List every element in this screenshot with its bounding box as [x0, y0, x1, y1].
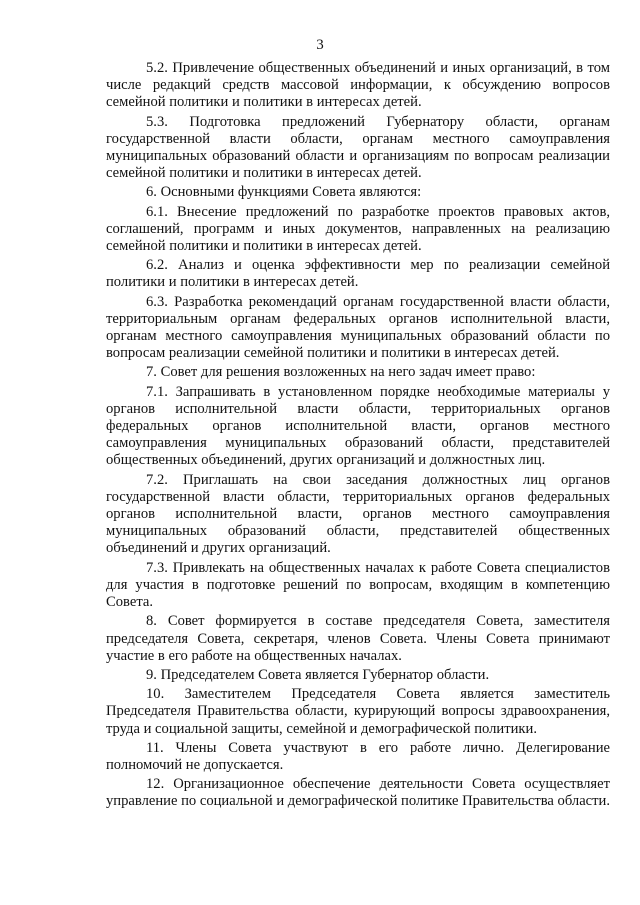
paragraph-7-1: 7.1. Запрашивать в установленном порядке необходимые материалы у органов исполнительной власти области, территориальных органов федеральных органов исполнительной власти, органов местного самоуправления муниципальных образований области, представителей общественных объединений, других организаций и должностных лиц. — [106, 383, 610, 469]
paragraph-5-2: 5.2. Привлечение общественных объединений и иных организаций, в том числе редакций средств массовой информации, к обсуждению вопросов семейной политики и политики в интересах детей. — [106, 60, 610, 111]
paragraph-7-2: 7.2. Приглашать на свои заседания должностных лиц органов государственной власти области, территориальных органов федеральных органов исполнительной власти, органов местного самоуправления муниципальных образований области, представителей общественных объединений и других организаций. — [106, 471, 610, 557]
paragraph-6-2: 6.2. Анализ и оценка эффективности мер по реализации семейной политики и политики в интересах детей. — [106, 257, 610, 291]
paragraph-11: 11. Члены Совета участвуют в его работе лично. Делегирование полномочий не допускается. — [106, 739, 610, 773]
paragraph-6: 6. Основными функциями Совета являются: — [146, 184, 422, 201]
paragraph-10: 10. Заместителем Председателя Совета является заместитель Председателя Правительства области, курирующий вопросы здравоохранения, труда и социальной защиты, семейной и демографической политики. — [106, 686, 610, 737]
paragraph-8: 8. Совет формируется в составе председателя Совета, заместителя председателя Совета, секретаря, членов Совета. Члены Совета принимают участие в его работе на общественных началах. — [106, 613, 610, 664]
paragraph-12: 12. Организационное обеспечение деятельности Совета осуществляет управление по социальной и демографической политике Правительства области. — [106, 776, 610, 810]
paragraph-6-1: 6.1. Внесение предложений по разработке проектов правовых актов, соглашений, программ и иных документов, направленных на реализацию семейной политики и политики в интересах детей. — [106, 203, 610, 255]
page-number: 3 — [316, 37, 324, 53]
paragraph-7-3: 7.3. Привлекать на общественных началах к работе Совета специалистов для участия в подготовке решений по вопросам, входящим в компетенцию Совета. — [106, 559, 610, 611]
paragraph-9: 9. Председателем Совета является Губернатор области. — [146, 666, 490, 683]
document-body — [106, 60, 610, 813]
paragraph-7: 7. Совет для решения возложенных на него задач имеет право: — [146, 364, 536, 381]
paragraph-6-3: 6.3. Разработка рекомендаций органам государственной власти области, территориальным органам федеральных органов исполнительной власти, органам местного самоуправления муниципальных образований области по вопросам реализации семейной политики и политики в интересах детей. — [106, 293, 610, 362]
paragraph-5-3: 5.3. Подготовка предложений Губернатору области, органам государственной власти области, органам местного самоуправления муниципальных образований области и организациям по вопросам реализации семейной политики и политики в интересах детей. — [106, 113, 610, 182]
